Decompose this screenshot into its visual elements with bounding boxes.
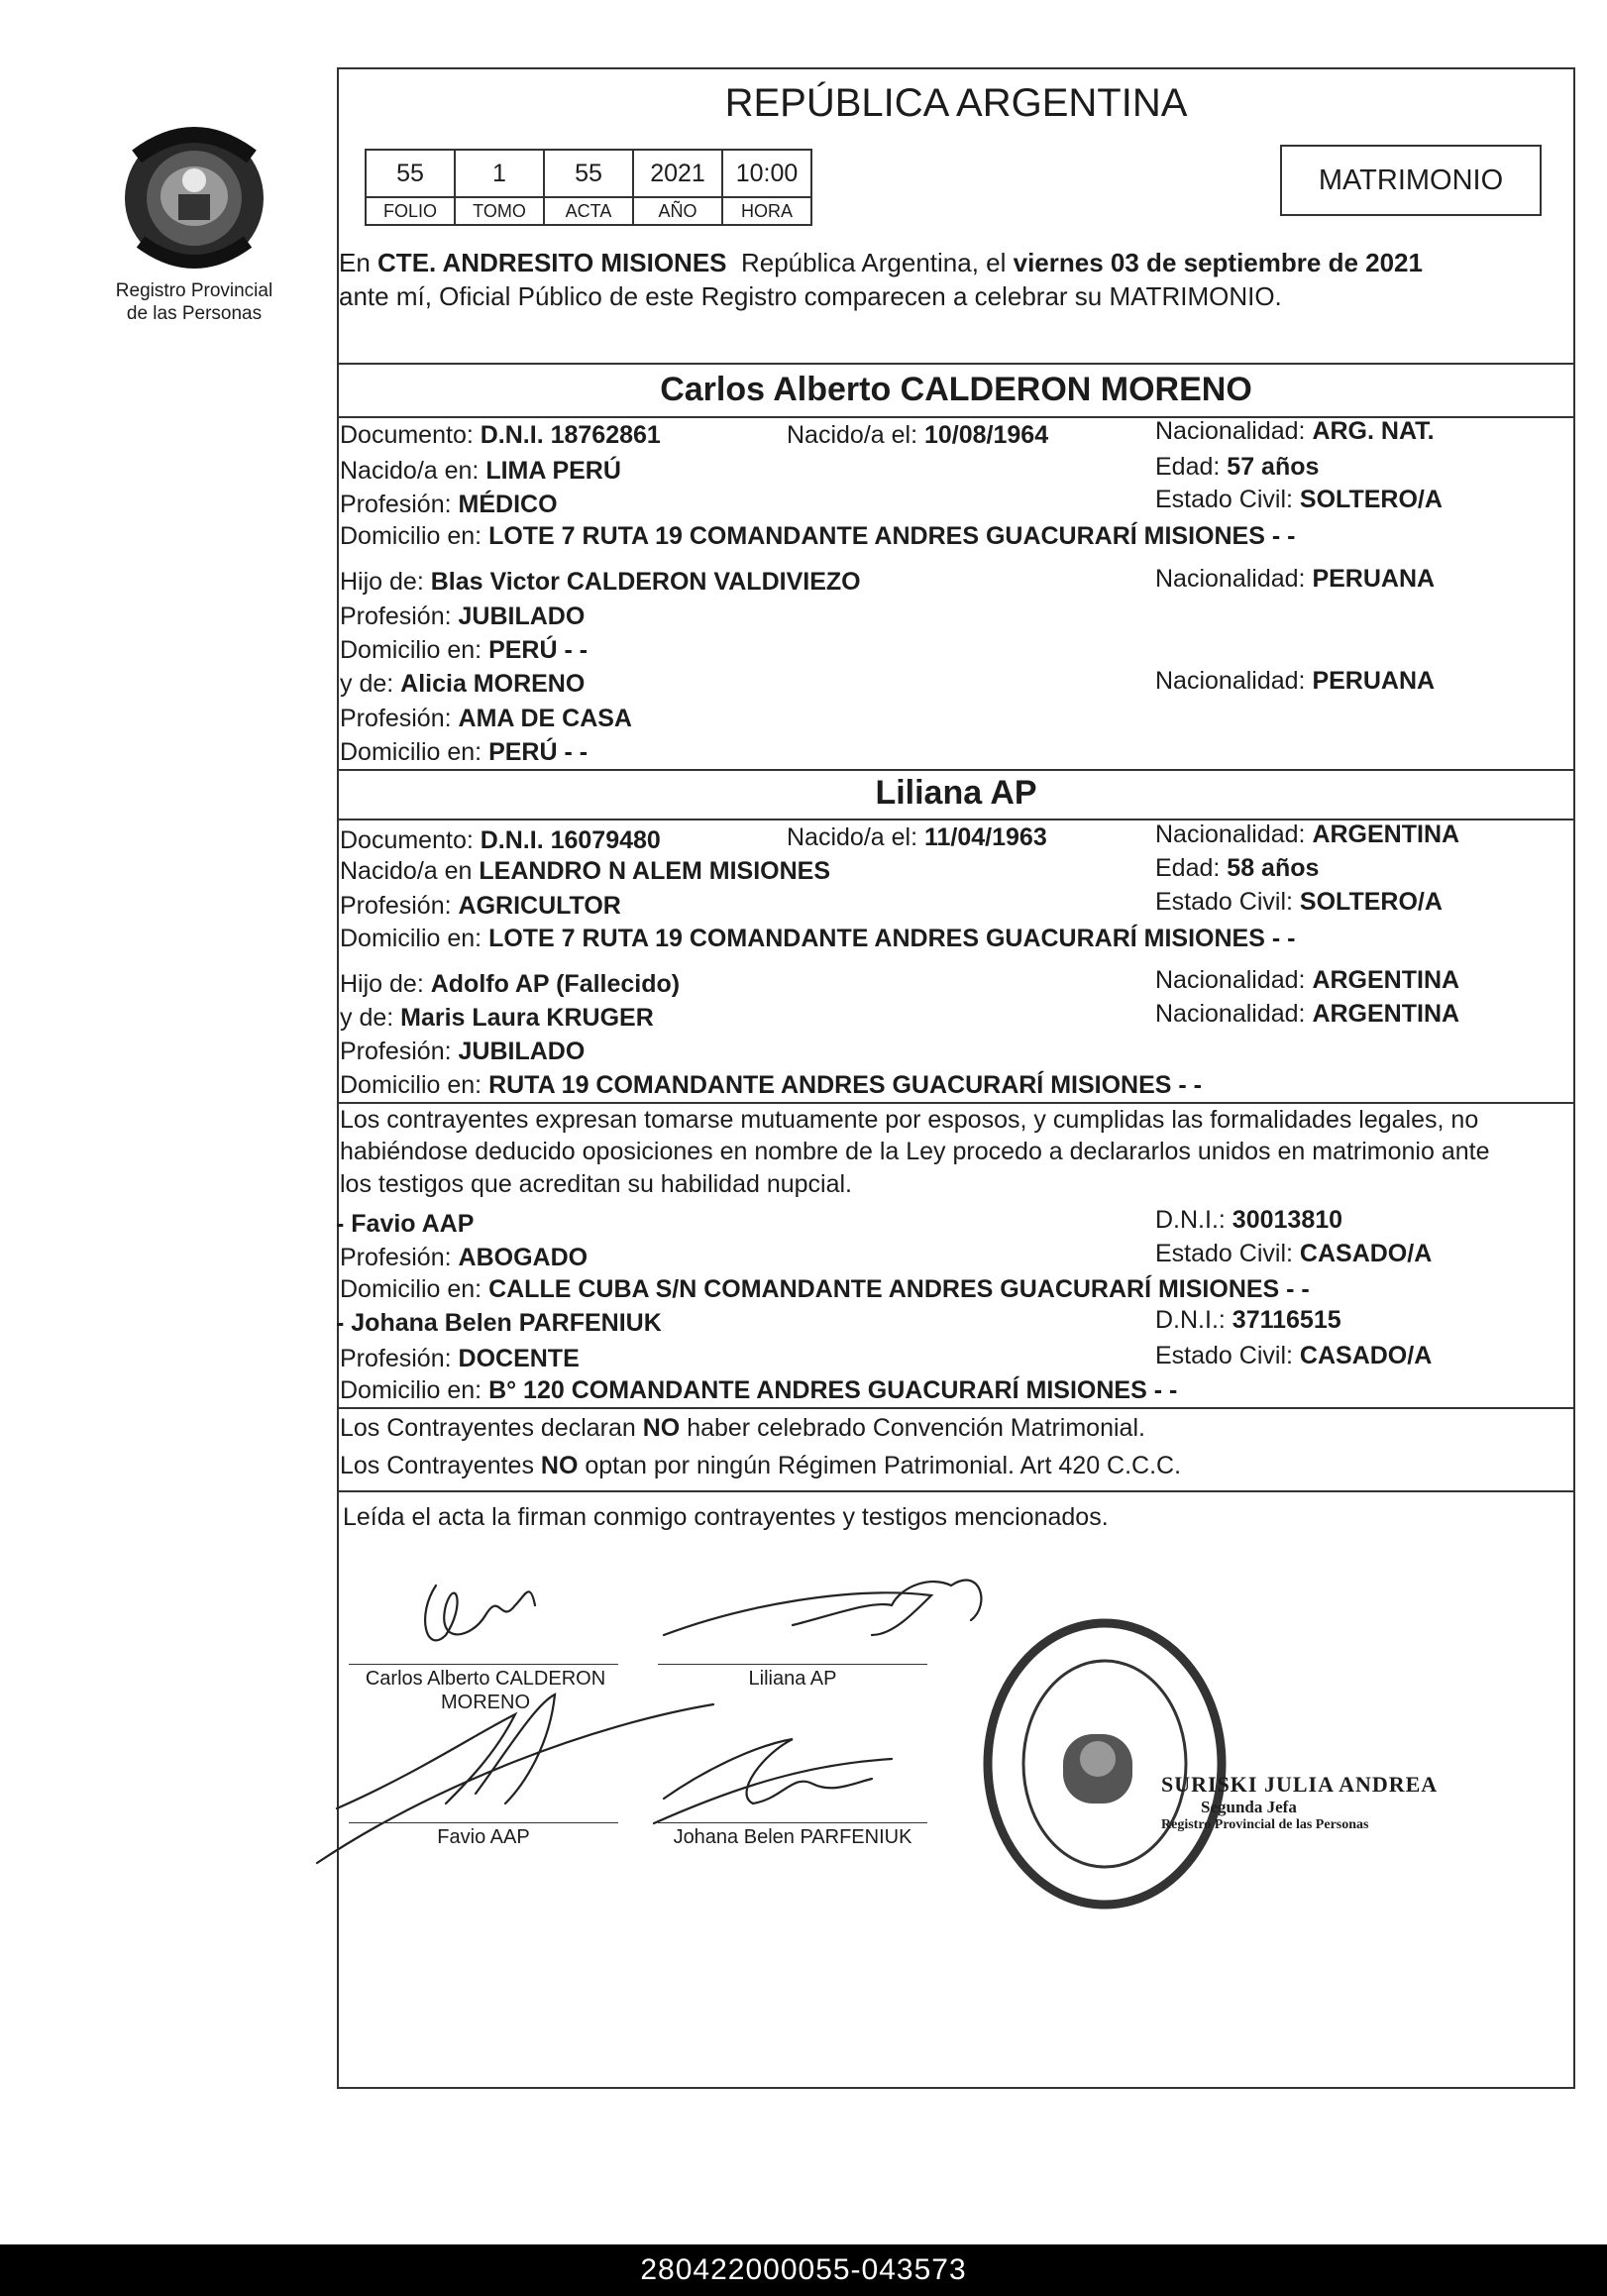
spouse2-age: Edad: 58 años — [1155, 854, 1320, 882]
spouse2-born-in: Nacido/a en LEANDRO N ALEM MISIONES — [340, 857, 831, 885]
spouse2-mother-nationality: Nacionalidad: ARGENTINA — [1155, 1000, 1460, 1028]
hour-label: HORA — [722, 197, 811, 225]
witness2-civil-status: Estado Civil: CASADO/A — [1155, 1342, 1433, 1369]
spouse2-doc: Documento: D.N.I. 16079480 — [340, 826, 661, 854]
official-seal-icon — [976, 1610, 1233, 1917]
signature-liliana — [664, 1581, 981, 1635]
signature-name-carlos: Carlos Alberto CALDERON MORENO — [365, 1668, 606, 1713]
spouse1-father-nationality: Nacionalidad: PERUANA — [1155, 565, 1436, 593]
witness2-dni: D.N.I.: 37116515 — [1155, 1306, 1341, 1334]
spouse1-mother-nationality: Nacionalidad: PERUANA — [1155, 667, 1436, 695]
spouse1-father-profession: Profesión: JUBILADO — [340, 602, 586, 630]
witness1-civil-status: Estado Civil: CASADO/A — [1155, 1240, 1433, 1267]
signature-name-johana: Johana Belen PARFENIUK — [673, 1826, 912, 1848]
closing-text: Leída el acta la firman conmigo contrayentes y testigos mencionados. — [343, 1503, 1109, 1531]
spouse2-nationality: Nacionalidad: ARGENTINA — [1155, 820, 1460, 848]
divider — [337, 363, 1575, 365]
official-stamp — [976, 1610, 1233, 1917]
declaration-line1: Los contrayentes expresan tomarse mutuamente por esposos, y cumplidas las formalidades legales, no — [340, 1106, 1479, 1134]
officer-signature-block — [1161, 1772, 1478, 1833]
signature-carlos — [425, 1585, 535, 1640]
spouse2-parents-address: Domicilio en: RUTA 19 COMANDANTE ANDRES GUACURARÍ MISIONES - - — [340, 1071, 1202, 1099]
witness1-dni: D.N.I.: 30013810 — [1155, 1206, 1343, 1234]
spouse2-civil-status: Estado Civil: SOLTERO/A — [1155, 888, 1443, 916]
spouse2-born-on: Nacido/a el: 11/04/1963 — [787, 823, 1047, 851]
spouse1-mother-address: Domicilio en: PERÚ - - — [340, 738, 589, 766]
signature-line — [349, 1822, 618, 1823]
hour-value: 10:00 — [722, 150, 811, 197]
year-value: 2021 — [633, 150, 722, 197]
spouse1-father-address: Domicilio en: PERÚ - - — [340, 636, 589, 664]
spouse2-father-nationality: Nacionalidad: ARGENTINA — [1155, 966, 1460, 994]
folio-value: 55 — [366, 150, 455, 197]
acta-label: ACTA — [544, 197, 633, 225]
witness2-profession: Profesión: DOCENTE — [340, 1345, 580, 1372]
convention-line2: Los Contrayentes NO optan por ningún Régimen Patrimonial. Art 420 C.C.C. — [340, 1452, 1182, 1479]
agency-seal — [117, 117, 271, 275]
signature-line — [349, 1664, 618, 1665]
declaration-line3: los testigos que acreditan su habilidad nupcial. — [340, 1170, 853, 1198]
spouse1-doc: Documento: D.N.I. 18762861 — [340, 421, 661, 449]
intro-date: viernes 03 de septiembre de 2021 — [1013, 248, 1423, 277]
witness1-name: - Favio AAP — [336, 1210, 475, 1238]
witness1-address: Domicilio en: CALLE CUBA S/N COMANDANTE ANDRES GUACURARÍ MISIONES - - — [340, 1275, 1310, 1303]
divider — [337, 1407, 1575, 1409]
country-title: REPÚBLICA ARGENTINA — [724, 81, 1188, 125]
witness2-name: - Johana Belen PARFENIUK — [336, 1309, 662, 1337]
spouse1-father: Hijo de: Blas Victor CALDERON VALDIVIEZO — [340, 568, 861, 596]
spouse2-profession: Profesión: AGRICULTOR — [340, 892, 621, 920]
spouse1-born-in: Nacido/a en: LIMA PERÚ — [340, 457, 621, 485]
acta-value: 55 — [544, 150, 633, 197]
divider — [337, 769, 1575, 771]
document-code: 280422000055-043573 — [0, 2244, 1607, 2296]
tomo-value: 1 — [455, 150, 544, 197]
signature-line — [658, 1822, 927, 1823]
spouse2-mother: y de: Maris Laura KRUGER — [340, 1004, 654, 1032]
act-type-box: MATRIMONIO — [1280, 145, 1542, 216]
spouse1-profession: Profesión: MÉDICO — [340, 491, 558, 518]
intro-place: CTE. ANDRESITO MISIONES — [377, 248, 727, 277]
signature-line — [658, 1664, 927, 1665]
spouse1-age: Edad: 57 años — [1155, 453, 1320, 481]
spouse1-mother: y de: Alicia MORENO — [340, 670, 586, 698]
register-table — [365, 149, 812, 226]
spouse1-civil-status: Estado Civil: SOLTERO/A — [1155, 486, 1443, 513]
tomo-label: TOMO — [455, 197, 544, 225]
signatures-artwork — [297, 1546, 1585, 1942]
intro-line1: En CTE. ANDRESITO MISIONES República Argentina, el viernes 03 de septiembre de 2021 — [339, 248, 1423, 277]
spouse2-address: Domicilio en: LOTE 7 RUTA 19 COMANDANTE ANDRES GUACURARÍ MISIONES - - — [340, 925, 1296, 952]
signature-name-liliana: Liliana AP — [748, 1668, 837, 1690]
officer-office: Registro Provincial de las Personas — [1161, 1817, 1369, 1832]
spouse2-name: Liliana AP — [875, 774, 1037, 812]
spouse1-born-on: Nacido/a el: 10/08/1964 — [787, 421, 1049, 449]
agency-name-line1: Registro Provincial — [115, 280, 273, 301]
officer-title: Segunda Jefa — [1201, 1798, 1297, 1816]
spouse2-father: Hijo de: Adolfo AP (Fallecido) — [340, 970, 681, 998]
declaration-line2: habiéndose deducido oposiciones en nombre de la Ley procedo a declararlos unidos en matrimonio ante — [340, 1138, 1490, 1165]
province-seal-icon — [117, 117, 271, 275]
spouse1-mother-profession: Profesión: AMA DE CASA — [340, 705, 632, 732]
divider — [337, 1102, 1575, 1104]
witness2-address: Domicilio en: B° 120 COMANDANTE ANDRES GUACURARÍ MISIONES - - — [340, 1376, 1178, 1404]
spouse1-name: Carlos Alberto CALDERON MORENO — [660, 371, 1252, 408]
officer-name: SURISKI JULIA ANDREA — [1161, 1772, 1439, 1797]
signature-johana — [654, 1739, 892, 1823]
signature-name-favio: Favio AAP — [437, 1826, 530, 1848]
agency-name-line2: de las Personas — [126, 303, 263, 324]
divider — [337, 1490, 1575, 1492]
spouse1-address: Domicilio en: LOTE 7 RUTA 19 COMANDANTE ANDRES GUACURARÍ MISIONES - - — [340, 522, 1296, 550]
witness1-profession: Profesión: ABOGADO — [340, 1244, 589, 1271]
agency-name — [89, 279, 299, 325]
folio-label: FOLIO — [366, 197, 455, 225]
spouse2-parents-profession: Profesión: JUBILADO — [340, 1038, 586, 1065]
convention-line1: Los Contrayentes declaran NO haber celebrado Convención Matrimonial. — [340, 1414, 1145, 1442]
spouse1-nationality: Nacionalidad: ARG. NAT. — [1155, 417, 1435, 445]
intro-line2: ante mí, Oficial Público de este Registro comparecen a celebrar su MATRIMONIO. — [339, 281, 1282, 311]
year-label: AÑO — [633, 197, 722, 225]
